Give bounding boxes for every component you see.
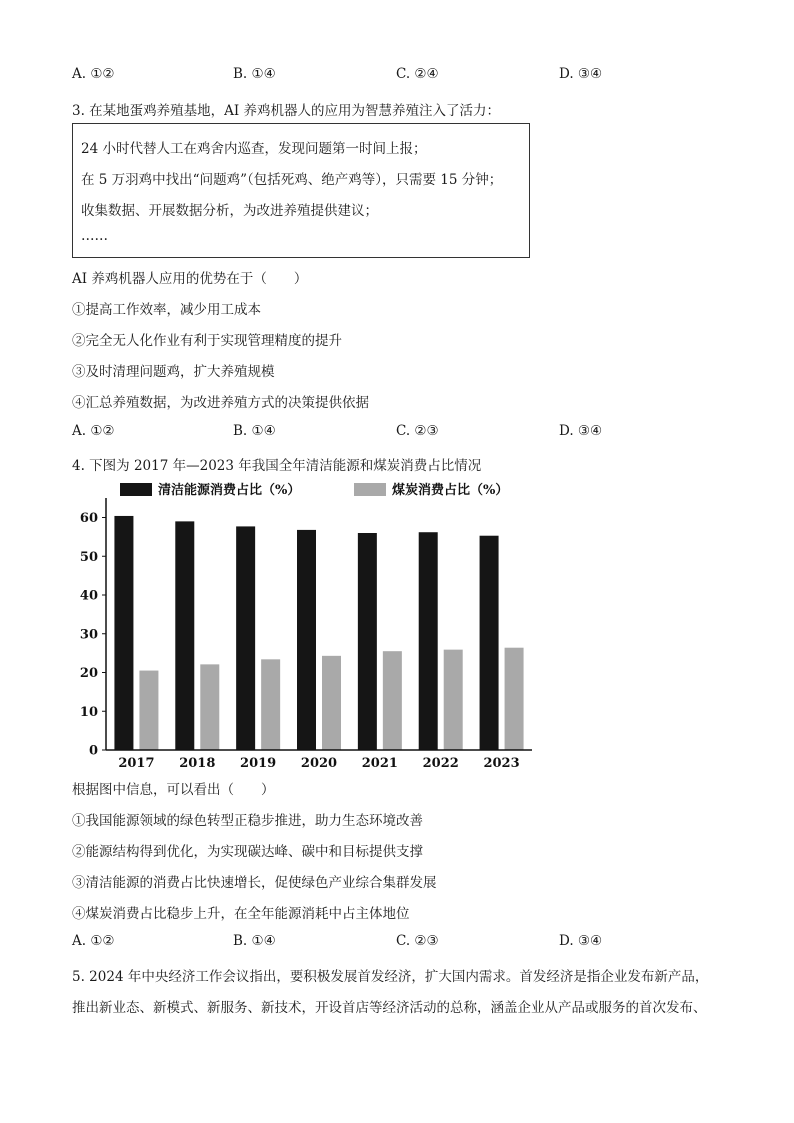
q4-options	[72, 933, 732, 953]
q3-item: ④汇总养殖数据，为改进养殖方式的决策提供依据	[72, 395, 369, 411]
energy-consumption-bar-chart	[72, 476, 542, 776]
x-tick-label: 2017	[118, 756, 155, 771]
q3-item: ②完全无人化作业有利于实现管理精度的提升	[72, 333, 342, 349]
material-line: 在 5 万羽鸡中找出“问题鸡”（包括死鸡、绝产鸡等），只需要 15 分钟；	[81, 172, 503, 188]
legend-swatch	[354, 483, 386, 496]
y-tick-label: 0	[88, 743, 98, 759]
q3-stem: 3. 在某地蛋鸡养殖基地，AI 养鸡机器人的应用为智慧养殖注入了活力：	[72, 103, 501, 119]
material-line: 24 小时代替人工在鸡舍内巡查，发现问题第一时间上报；	[81, 141, 427, 157]
y-tick-label: 20	[79, 666, 98, 681]
q3-question: AI 养鸡机器人应用的优势在于（ ）	[72, 271, 308, 287]
bar-clean-energy	[358, 533, 377, 750]
chart-legend	[120, 482, 508, 498]
legend-swatch	[120, 483, 152, 496]
y-tick-label: 10	[79, 704, 98, 720]
x-axis	[106, 750, 532, 771]
option-c: C. ②③	[396, 423, 439, 439]
legend-label: 煤炭消费占比（%）	[392, 483, 509, 498]
x-tick-label: 2018	[179, 756, 216, 771]
bar-clean-energy	[480, 536, 499, 750]
q3-options	[72, 423, 732, 443]
option-d: D. ③④	[559, 66, 603, 82]
option-d: D. ③④	[559, 933, 603, 949]
option-b: B. ①④	[233, 423, 276, 439]
bars	[114, 516, 523, 750]
y-tick-label: 40	[79, 588, 98, 604]
bar-coal	[444, 650, 463, 750]
q5-line: 推出新业态、新模式、新服务、新技术，开设首店等经济活动的总称，涵盖企业从产品或服务的首次发布、	[72, 1000, 707, 1016]
bar-coal	[322, 656, 341, 750]
option-b: B. ①④	[233, 66, 276, 82]
material-line: 收集数据、开展数据分析，为改进养殖提供建议；	[81, 203, 378, 219]
q4-item: ④煤炭消费占比稳步上升，在全年能源消耗中占主体地位	[72, 906, 410, 922]
bar-coal	[505, 648, 524, 750]
q3-item: ①提高工作效率，减少用工成本	[72, 302, 261, 318]
option-c: C. ②③	[396, 933, 439, 949]
material-line: ……	[81, 228, 108, 244]
y-tick-label: 60	[79, 511, 98, 526]
bar-coal	[200, 664, 219, 750]
q4-item: ②能源结构得到优化，为实现碳达峰、碳中和目标提供支撑	[72, 844, 423, 860]
q4-stem: 4. 下图为 2017 年—2023 年我国全年清洁能源和煤炭消费占比情况	[72, 458, 482, 474]
option-a: A. ①②	[72, 66, 115, 82]
bar-clean-energy	[297, 530, 316, 750]
y-tick-label: 30	[79, 627, 98, 643]
option-a: A. ①②	[72, 933, 115, 949]
y-tick-label: 50	[79, 549, 98, 565]
bar-coal	[383, 651, 402, 750]
bar-clean-energy	[236, 526, 255, 750]
x-tick-label: 2022	[422, 756, 459, 771]
option-a: A. ①②	[72, 423, 115, 439]
bar-coal	[261, 659, 280, 750]
y-axis	[80, 498, 106, 759]
option-d: D. ③④	[559, 423, 603, 439]
option-c: C. ②④	[396, 66, 439, 82]
q5-line: 5. 2024 年中央经济工作会议指出，要积极发展首发经济，扩大国内需求。首发经济是指企业发布新产品，	[72, 969, 709, 985]
x-tick-label: 2023	[483, 756, 520, 771]
x-tick-label: 2019	[240, 756, 277, 771]
bar-clean-energy	[114, 516, 133, 750]
x-tick-label: 2021	[361, 756, 398, 771]
q4-item: ①我国能源领域的绿色转型正稳步推进，助力生态环境改善	[72, 813, 423, 829]
q3-material-box	[72, 123, 530, 258]
option-b: B. ①④	[233, 933, 276, 949]
q4-item: ③清洁能源的消费占比快速增长，促使绿色产业综合集群发展	[72, 875, 437, 891]
q4-question: 根据图中信息，可以看出（ ）	[72, 782, 275, 798]
q3-item: ③及时清理问题鸡，扩大养殖规模	[72, 364, 275, 380]
legend-label: 清洁能源消费占比（%）	[158, 483, 301, 498]
bar-clean-energy	[175, 521, 194, 750]
bar-clean-energy	[419, 532, 438, 750]
chart-svg	[72, 476, 542, 776]
x-tick-label: 2020	[300, 756, 338, 771]
bar-coal	[139, 671, 158, 750]
q2-options	[72, 66, 732, 86]
